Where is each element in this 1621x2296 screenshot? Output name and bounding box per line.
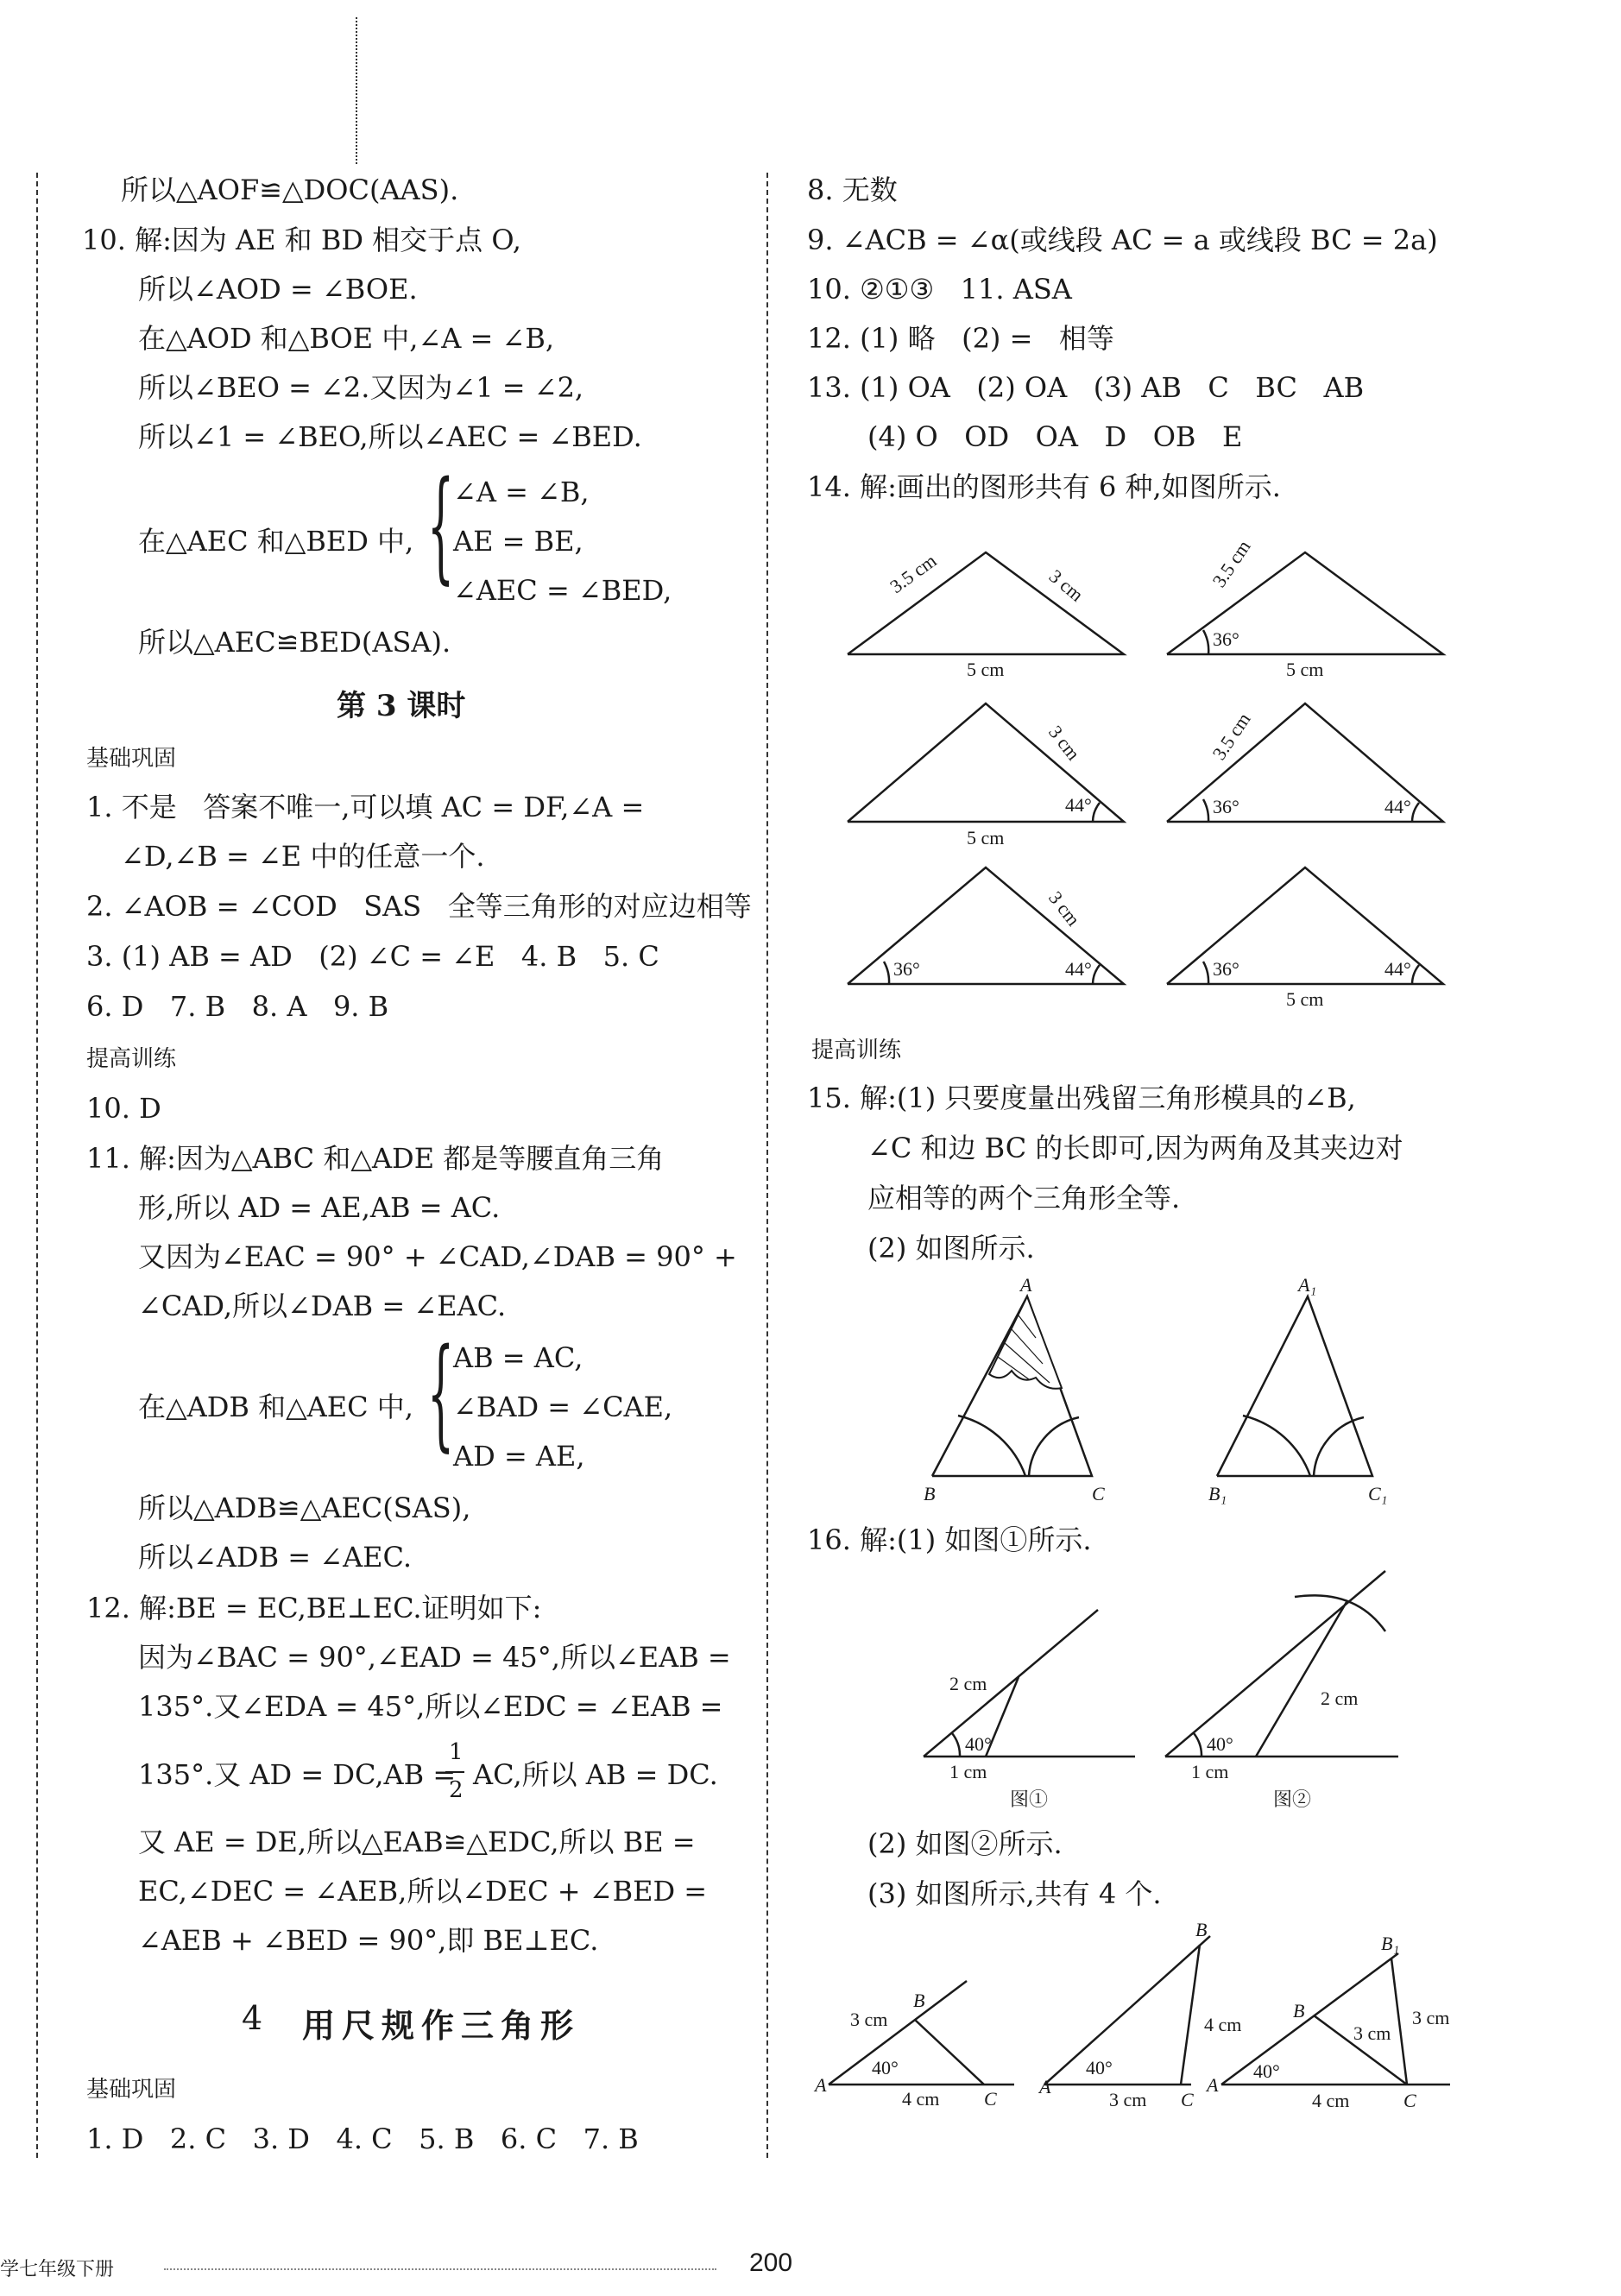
q10-line-3: 在△AOD 和△BOE 中,∠A = ∠B,: [138, 322, 555, 355]
f3b-label-A: A: [1039, 2076, 1051, 2097]
tri5-label-36: 36°: [893, 958, 920, 980]
arc-36-4: [1203, 799, 1208, 822]
section-jichu-2: 基础巩固: [86, 2077, 177, 2103]
r10-line: 10. ②①③ 11. ASA: [807, 273, 1072, 306]
tri1-label-3: 3 cm: [1044, 565, 1088, 606]
r16-line-1: 16. 解:(1) 如图①所示.: [807, 1523, 1092, 1556]
q12-line-2: 因为∠BAC = 90°,∠EAD = 45°,所以∠EAB =: [138, 1641, 731, 1674]
q11-line-4: ∠CAD,所以∠DAB = ∠EAC.: [138, 1290, 507, 1322]
f3a-label-A: A: [815, 2074, 827, 2096]
r15-line-4: (2) 如图所示.: [867, 1232, 1035, 1265]
f3a-label-B: B: [913, 1990, 925, 2011]
fig2-caption: 图②: [1273, 1788, 1312, 1810]
section-tigao: 提高训练: [86, 1046, 177, 1072]
f3c-label-3cm-a: 3 cm: [1353, 2022, 1391, 2044]
arc-44-5: [1093, 965, 1100, 984]
q12-line-4-post: AC,所以 AB = DC.: [473, 1758, 718, 1791]
label-C1: C₁: [1368, 1483, 1388, 1504]
f3c-label-C: C: [1403, 2090, 1416, 2111]
section-jichu: 基础巩固: [86, 746, 177, 772]
r12-line: 12. (1) 略 (2) = 相等: [807, 322, 1114, 355]
f3a-label-40: 40°: [872, 2057, 899, 2078]
label-B: B: [924, 1483, 936, 1504]
f3b-label-40: 40°: [1086, 2057, 1113, 2078]
tri4-label-35: 3.5 cm: [1208, 709, 1255, 764]
tri3-label-44: 44°: [1065, 794, 1092, 816]
mould-figure: [915, 1277, 1398, 1511]
r9-line: 9. ∠ACB = ∠α(或线段 AC = a 或线段 BC = 2a): [807, 224, 1438, 256]
fig1-label-40: 40°: [965, 1733, 992, 1755]
q10-brace-c: ∠AEC = ∠BED,: [453, 574, 672, 607]
q12-line-7: ∠AEB + ∠BED = 90°,即 BE⊥EC.: [138, 1924, 599, 1957]
f3c-label-B: B: [1293, 2000, 1305, 2022]
r14-line: 14. 解:画出的图形共有 6 种,如图所示.: [807, 470, 1281, 503]
q10-answer: 10. D: [86, 1092, 161, 1125]
mould-triangle: [932, 1296, 1092, 1476]
fraction-numerator: 1: [449, 1739, 464, 1765]
f3c-side-1: [1391, 1959, 1407, 2085]
f3c-label-40: 40°: [1253, 2060, 1280, 2082]
f3b-label-C: C: [1181, 2089, 1194, 2110]
f3b-side: [1181, 1945, 1200, 2085]
brace-2: {: [427, 1323, 455, 1464]
arc-44-6: [1412, 965, 1419, 984]
f3b-label-B: B: [1195, 1921, 1208, 1940]
q10-line-8: 所以△AEC≌BED(ASA).: [138, 626, 451, 659]
fig2-ray: [1165, 1571, 1385, 1757]
tri2-label-5: 5 cm: [1286, 659, 1324, 680]
q12-line-3: 135°.又∠EDA = 45°,所以∠EDC = ∠EAB =: [138, 1690, 723, 1723]
footer-book: 学七年级下册: [0, 2259, 115, 2280]
lesson-title: 第 3 课时: [337, 689, 466, 723]
f3b-label-4cm: 4 cm: [1204, 2014, 1242, 2035]
last-answers-line: 1. D 2. C 3. D 4. C 5. B 6. C 7. B: [86, 2123, 639, 2155]
q11-line-2: 形,所以 AD = AE,AB = AC.: [138, 1191, 501, 1224]
fig1-label-1cm: 1 cm: [949, 1761, 987, 1782]
fig1-caption: 图①: [1010, 1788, 1049, 1810]
left-line-1: 所以△AOF≌△DOC(AAS).: [121, 173, 459, 206]
tri1-label-5: 5 cm: [967, 659, 1005, 680]
fraction-denominator: 2: [449, 1777, 464, 1803]
tri6-label-44: 44°: [1384, 958, 1411, 980]
r13-line-1: 13. (1) OA (2) OA (3) AB C BC AB: [807, 371, 1365, 404]
label-A: A: [1020, 1277, 1032, 1296]
tri5-label-44: 44°: [1065, 958, 1092, 980]
f3a-side: [915, 2020, 984, 2085]
label-B1: B₁: [1208, 1483, 1227, 1504]
f3a-label-C: C: [984, 2088, 997, 2110]
q11-brace-b: ∠BAD = ∠CAE,: [453, 1391, 673, 1423]
arc-36-5: [884, 962, 889, 984]
q10-line-2: 所以∠AOD = ∠BOE.: [138, 273, 418, 306]
f3b-label-3cm: 3 cm: [1109, 2089, 1147, 2110]
q12-line-4-pre: 135°.又 AD = DC,AB =: [138, 1758, 457, 1791]
label-C: C: [1092, 1483, 1105, 1504]
q11-line-7: 所以∠ADB = ∠AEC.: [138, 1541, 413, 1574]
q11-line-1: 11. 解:因为△ABC 和△ADE 都是等腰直角三角: [86, 1142, 665, 1175]
tri1-label-35: 3.5 cm: [886, 549, 941, 598]
label-A1: A₁: [1298, 1277, 1317, 1296]
q12-line-1: 12. 解:BE = EC,BE⊥EC.证明如下:: [86, 1592, 542, 1624]
tri6-label-36: 36°: [1213, 958, 1239, 980]
q12-line-6: EC,∠DEC = ∠AEB,所以∠DEC + ∠BED =: [138, 1875, 708, 1908]
q10-brace-b: AE = BE,: [453, 525, 583, 558]
r15-line-3: 应相等的两个三角形全等.: [867, 1182, 1181, 1214]
arc-36-6: [1203, 962, 1208, 984]
q10-brace-a: ∠A = ∠B,: [453, 476, 590, 508]
brace-1: {: [427, 456, 455, 596]
fig2-angle-arc: [1194, 1733, 1202, 1757]
tri3-label-5: 5 cm: [967, 827, 1005, 848]
copy-arc-c: [1314, 1417, 1364, 1476]
triangle-1: [848, 549, 1124, 654]
f3c-label-4cm: 4 cm: [1312, 2090, 1350, 2111]
f3c-label-B1: B₁: [1381, 1933, 1400, 1954]
r16-line-3: (3) 如图所示,共有 4 个.: [867, 1877, 1162, 1910]
tri4-label-36: 36°: [1213, 796, 1239, 817]
binding-line-left: [36, 173, 38, 2158]
fig2-label-40: 40°: [1207, 1733, 1233, 1755]
q11-line-6: 所以△ADB≌△AEC(SAS),: [138, 1492, 471, 1524]
q3-line: 3. (1) AB = AD (2) ∠C = ∠E 4. B 5. C: [86, 940, 659, 973]
q11-brace-c: AD = AE,: [453, 1440, 585, 1473]
footer-dotted-line: [164, 2268, 716, 2270]
section-number: 4: [242, 1999, 270, 2037]
fig2-side: [1256, 1602, 1347, 1757]
fig16-figure: [915, 1562, 1398, 1813]
tri5-label-3: 3 cm: [1044, 886, 1085, 930]
fig2-label-2cm: 2 cm: [1321, 1687, 1359, 1709]
tri4-label-44: 44°: [1384, 796, 1411, 817]
f3a-label-3cm: 3 cm: [850, 2009, 888, 2030]
f3c-label-A: A: [1207, 2074, 1219, 2096]
fig2-label-1cm: 1 cm: [1191, 1761, 1229, 1782]
q10-brace-prefix: 在△AEC 和△BED 中,: [138, 525, 414, 558]
r13-line-2: (4) O OD OA D OB E: [867, 420, 1243, 453]
copy-arc-b: [1243, 1416, 1310, 1476]
fig16-3-figure: [811, 1921, 1467, 2128]
arc-36-2: [1203, 630, 1208, 654]
f3c-ray: [1221, 1953, 1398, 2085]
q1-line-2: ∠D,∠B = ∠E 中的任意一个.: [121, 840, 485, 873]
triangle-2: [1167, 552, 1443, 654]
q11-brace-a: AB = AC,: [453, 1341, 583, 1374]
r8-line: 8. 无数: [807, 173, 898, 206]
section-tigao-right: 提高训练: [811, 1038, 902, 1063]
q12-line-5: 又 AE = DE,所以△EAB≌△EDC,所以 BE =: [138, 1826, 696, 1858]
binding-line-mid: [766, 173, 768, 2158]
q11-brace-prefix: 在△ADB 和△AEC 中,: [138, 1391, 413, 1423]
fig1-angle-arc: [952, 1733, 960, 1757]
q2-line: 2. ∠AOB = ∠COD SAS 全等三角形的对应边相等: [86, 890, 752, 923]
f3c-label-3cm-b: 3 cm: [1412, 2007, 1450, 2028]
tri2-label-36: 36°: [1213, 628, 1239, 650]
q11-line-3: 又因为∠EAC = 90° + ∠CAD,∠DAB = 90° +: [138, 1240, 737, 1273]
r15-line-2: ∠C 和边 BC 的长即可,因为两角及其夹边对: [867, 1132, 1403, 1164]
q1-line-1: 1. 不是 答案不唯一,可以填 AC = DF,∠A =: [86, 791, 645, 823]
q6-line: 6. D 7. B 8. A 9. B: [86, 990, 389, 1023]
mould-arc-c: [1029, 1417, 1079, 1476]
section-title: 用尺规作三角形: [302, 2006, 581, 2045]
q10-line-5: 所以∠1 = ∠BEO,所以∠AEC = ∠BED.: [138, 420, 642, 453]
six-triangles-figure: [829, 518, 1467, 1019]
fig1-label-2cm: 2 cm: [949, 1673, 987, 1694]
q10-line-1: 10. 解:因为 AE 和 BD 相交于点 O,: [82, 224, 521, 256]
tri3-label-3: 3 cm: [1044, 721, 1085, 765]
binding-line-top: [356, 17, 357, 164]
q10-line-4: 所以∠BEO = ∠2.又因为∠1 = ∠2,: [138, 371, 584, 404]
mould-hatch-region: [989, 1296, 1062, 1389]
f3a-label-4cm: 4 cm: [902, 2088, 940, 2110]
mould-arc-b: [958, 1416, 1025, 1476]
r15-line-1: 15. 解:(1) 只要度量出残留三角形模具的∠B,: [807, 1082, 1356, 1114]
arc-44-4: [1412, 803, 1419, 822]
tri2-label-35: 3.5 cm: [1208, 536, 1255, 591]
page-number: 200: [749, 2249, 793, 2277]
r16-line-2: (2) 如图②所示.: [867, 1827, 1063, 1860]
arc-44-3: [1093, 803, 1100, 822]
tri6-label-5: 5 cm: [1286, 988, 1324, 1010]
f3b-ray: [1044, 1936, 1210, 2085]
